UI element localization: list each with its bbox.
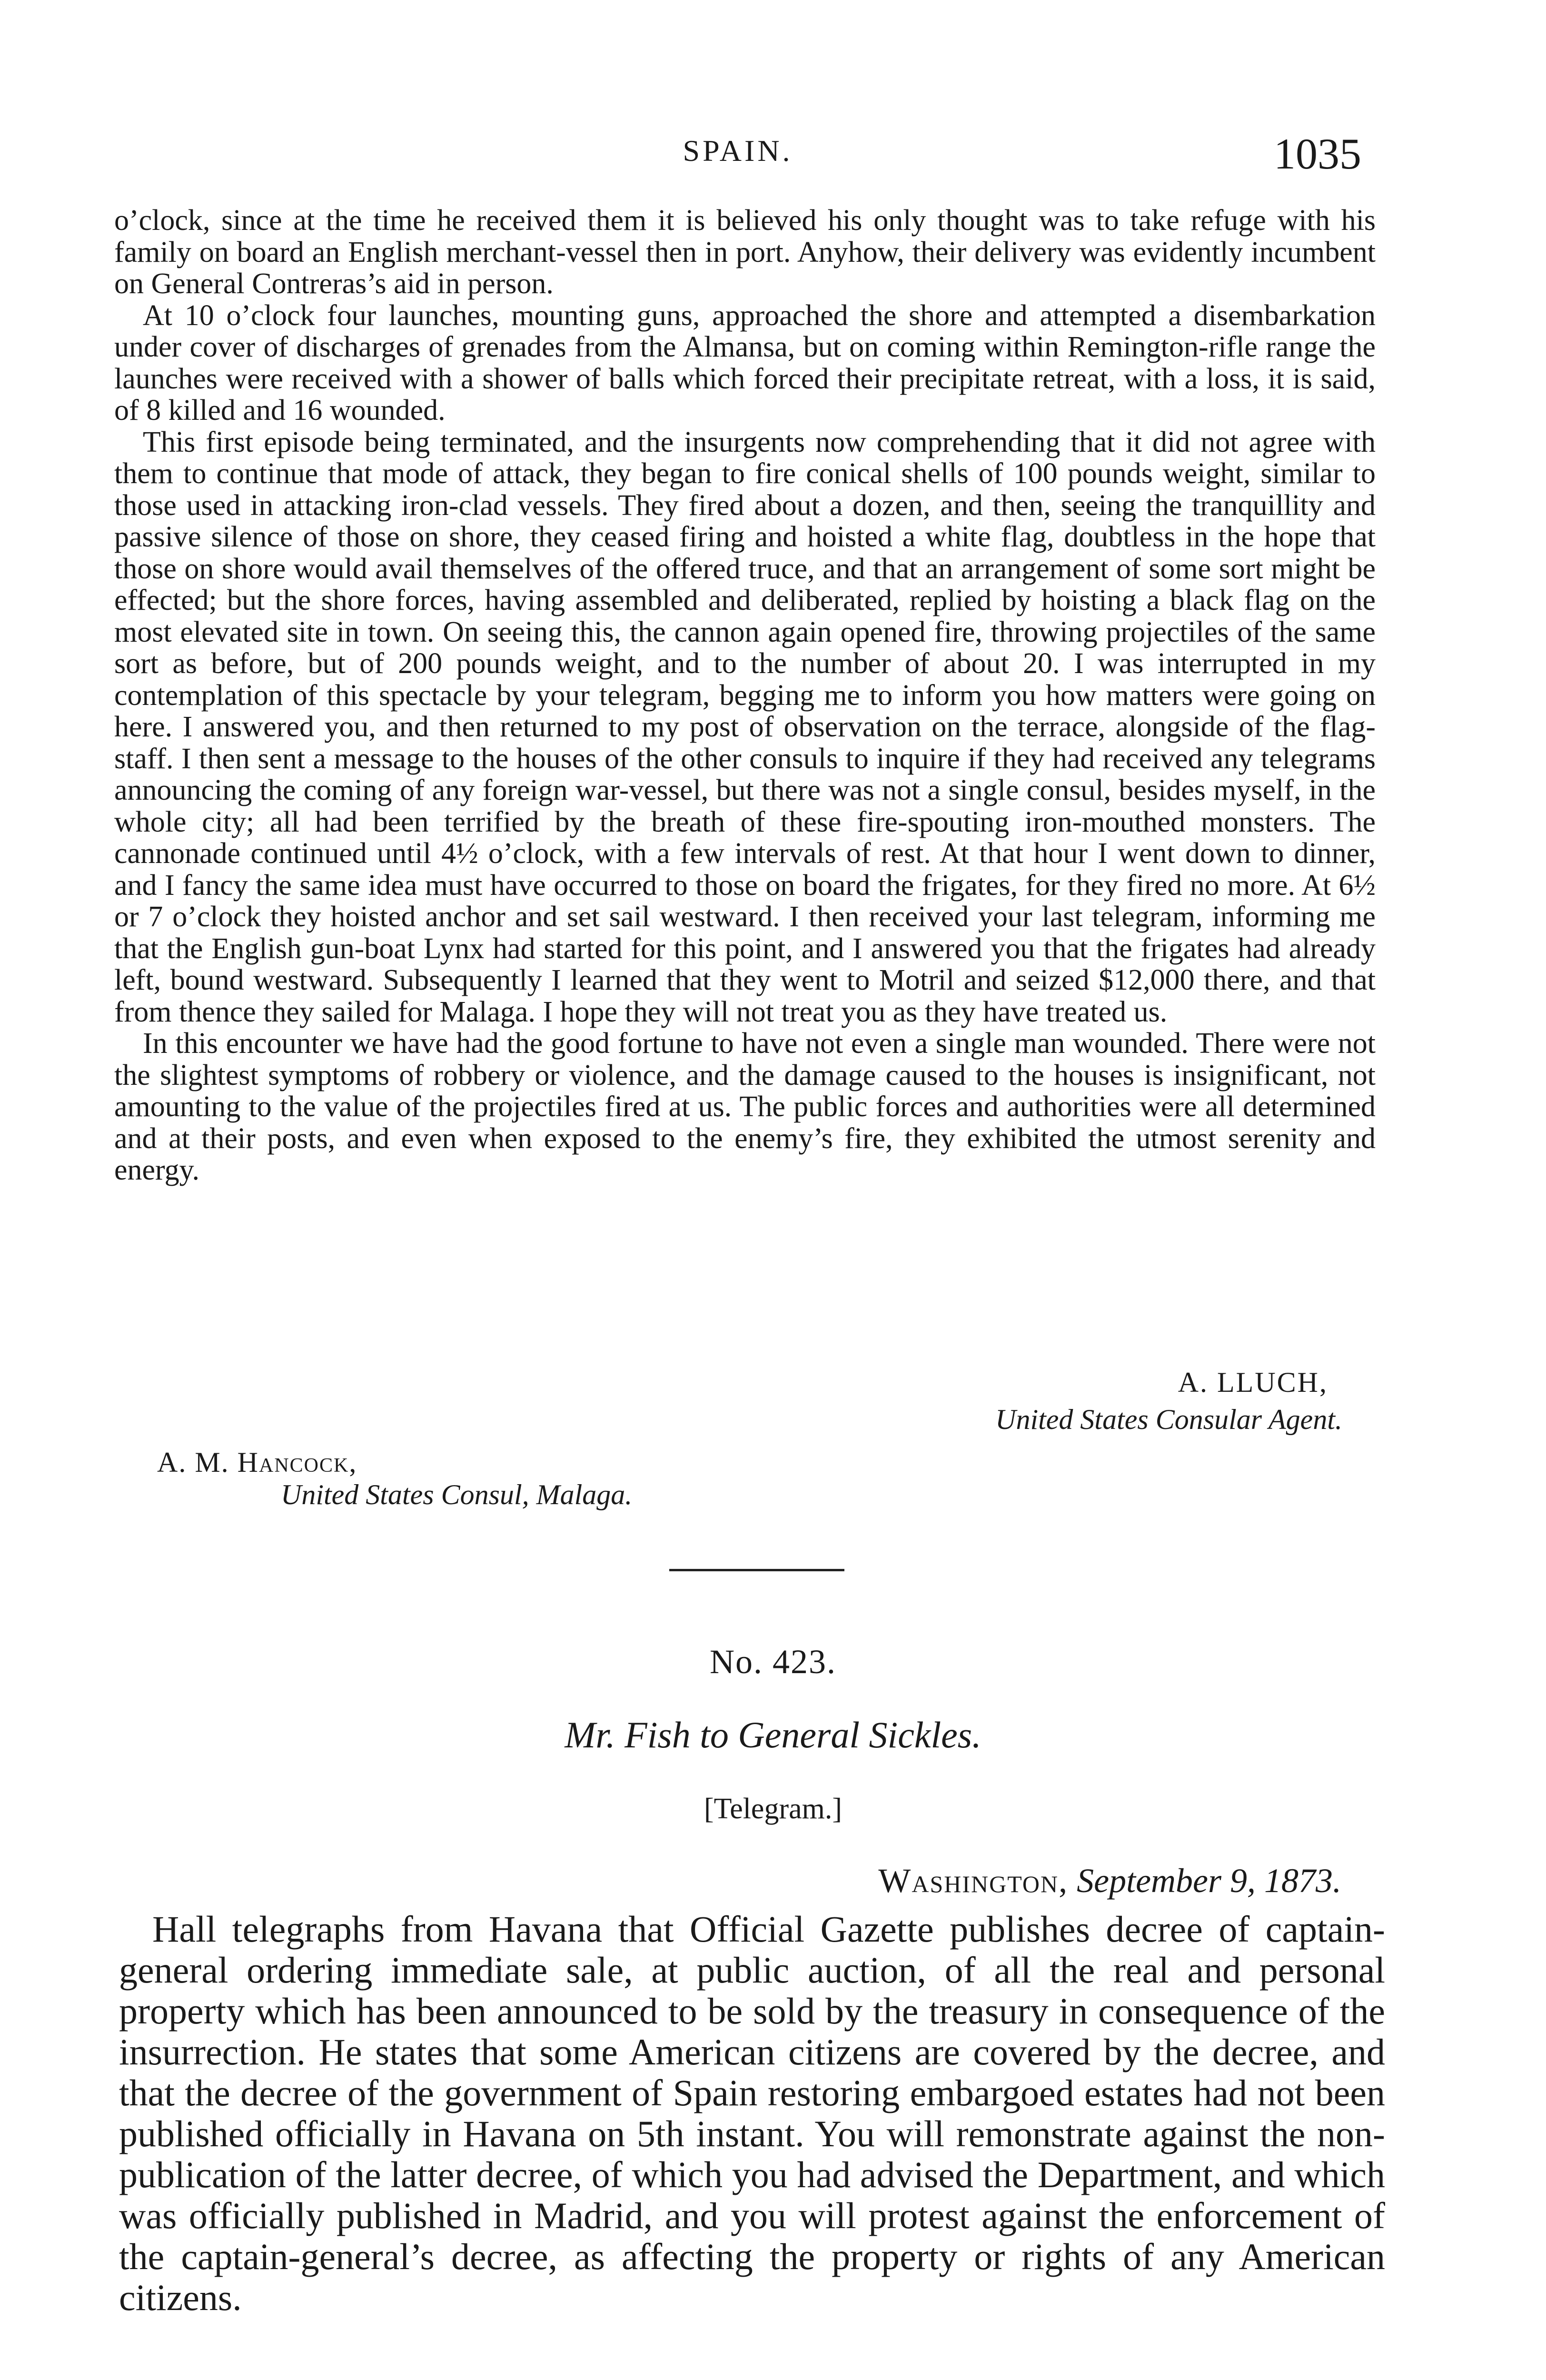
telegram-body: Hall telegraphs from Havana that Official Gazette publishes decree of captain-general ordering immediate sale, at public auction, of all the real and personal property which has been announced to be sold by the treasury in consequence of the insurrection. He states that some American citizens are covered by the decree, and that the decree of the government of Spain restoring embargoed estates had not been published officially in Havana on 5th instant. You will remonstrate against the non-publication of the latter decree, of which you had advised the Department, and which was officially published in Madrid, and you will protest against the enforcement of the captain-general’s decree, as affecting the property or rights of any American citizens. — [119, 1908, 1385, 2318]
letter-body — [114, 205, 1376, 1186]
running-head — [114, 129, 1361, 181]
signature-block — [114, 1366, 1376, 1509]
paragraph-launches: At 10 o’clock four launches, mounting guns, approached the shore and attempted a disembarkation under cover of discharges of grenades from the Almansa, but on coming within Remington-rifle range the launches were received with a shower of balls which forced their precipitate retreat, with a loss, it is said, of 8 killed and 16 wounded. — [114, 299, 1376, 426]
recipient-title: United States Consul, Malaga. — [281, 1479, 633, 1510]
document-number: No. 423. — [710, 1643, 836, 1681]
recipient-name: A. M. Hancock, — [157, 1447, 357, 1478]
dateline — [878, 1861, 1341, 1901]
paragraph-continuation: o’clock, since at the time he received them it is believed his only thought was to take refuge with his family on board an English merchant-vessel then in port. Anyhow, their delivery was evidently incumbent on General Contreras’s aid in person. — [114, 204, 1376, 300]
signature-title: United States Consular Agent. — [995, 1404, 1342, 1435]
running-title: SPAIN. — [683, 134, 793, 168]
paragraph-bombardment: This first episode being terminated, and the insurgents now comprehending that it did not agree with them to continue that mode of attack, they began to fire conical shells of 100 pounds weight, similar to those used in attacking iron-clad vessels. They fired about a dozen, and then, seeing the tranquillity and passive silence of those on shore, they ceased firing and hoisted a white flag, doubtless in the hope that those on shore would avail themselves of the offered truce, and that an arrangement of some sort might be effected; but the shore forces, having assembled and deliberated, replied by hoisting a black flag on the most elevated site in town. On seeing this, the cannon again opened fire, throwing projectiles of the same sort as before, but of 200 pounds weight, and to the number of about 20. I was interrupted in my contemplation of this spectacle by your telegram, begging me to inform you how matters were going on here. I answered you, and then returned to my post of observation on the terrace, alongside of the flag-staff. I then sent a message to the houses of the other consuls to inquire if they had received any telegrams announcing the coming of any foreign war-vessel, but there was not a single consul, besides myself, in the whole city; all had been terrified by the breath of these fire-spouting iron-mouthed monsters. The cannonade continued until 4½ o’clock, with a few intervals of rest. At that hour I went down to dinner, and I fancy the same idea must have occurred to those on board the frigates, for they fired no more. At 6½ or 7 o’clock they hoisted anchor and set sail westward. I then received your last telegram, informing me that the English gun-boat Lynx had started for this point, and I answered you that the frigates had already left, bound westward. Subsequently I learned that they went to Motril and seized $12,000 there, and that from thence they sailed for Malaga. I hope they will not treat you as they have treated us. — [114, 426, 1376, 1028]
dateline-place: Washington, — [878, 1862, 1069, 1900]
document-heading: Mr. Fish to General Sickles. — [565, 1714, 981, 1755]
page-number: 1035 — [1274, 129, 1361, 178]
dateline-date: September 9, 1873. — [1077, 1862, 1341, 1900]
document-type: [Telegram.] — [704, 1793, 842, 1825]
signature-name: A. LLUCH, — [1178, 1367, 1328, 1398]
section-divider — [669, 1569, 844, 1571]
paragraph-outcome: In this encounter we have had the good fortune to have not even a single man wounded. There were not the slightest symptoms of robbery or violence, and the damage caused to the houses is insignificant, not amounting to the value of the projectiles fired at us. The public forces and authorities were all determined and at their posts, and even when exposed to the enemy’s fire, they exhibited the utmost serenity and energy. — [114, 1027, 1376, 1186]
